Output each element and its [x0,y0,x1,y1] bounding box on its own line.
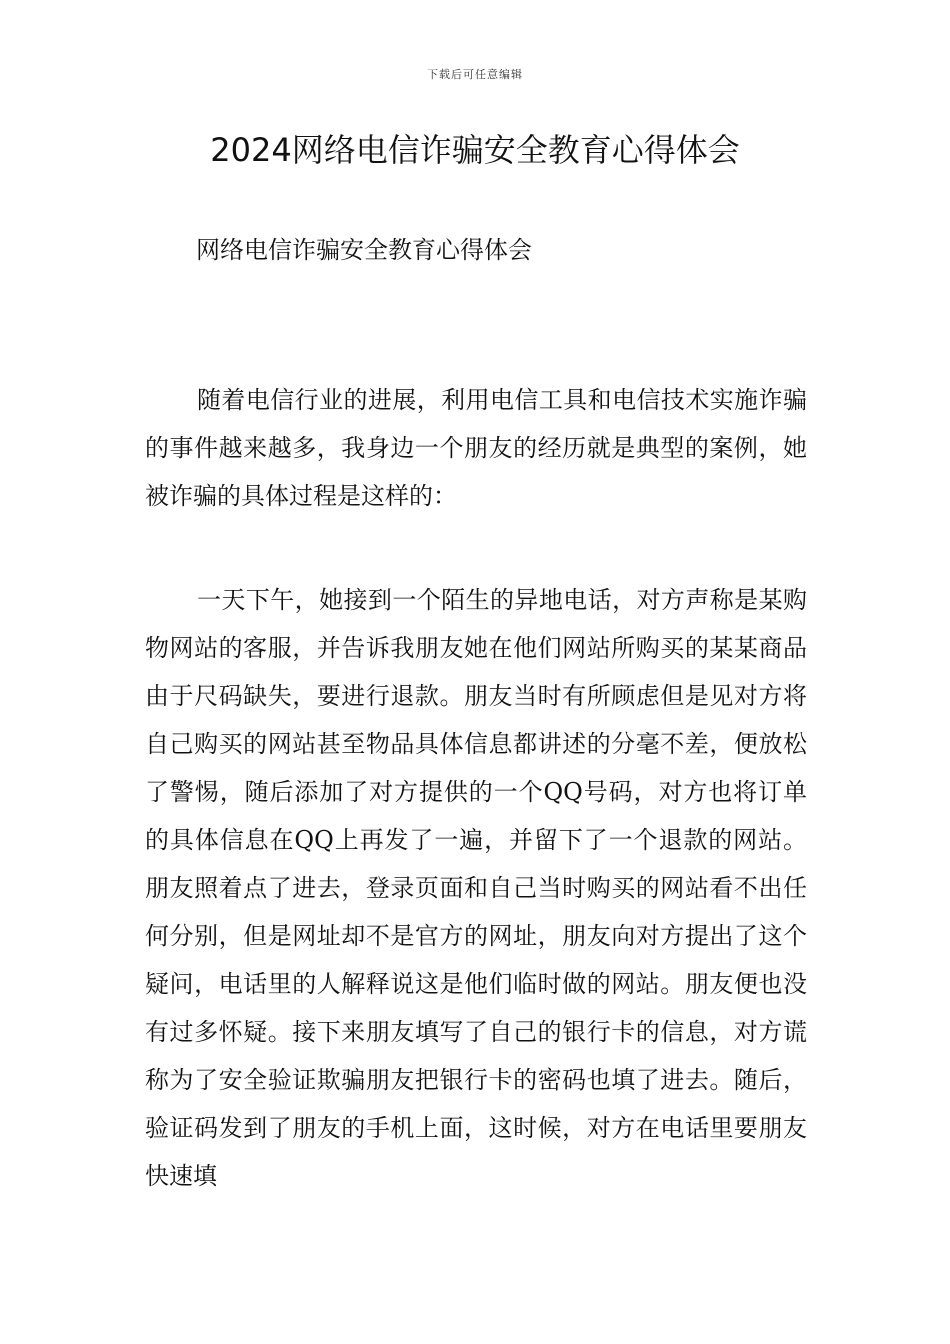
paragraph-2: 一天下午，她接到一个陌生的异地电话，对方声称是某购物网站的客服，并告诉我朋友她在他们网站所购买的某某商品由于尺码缺失，要进行退款。朋友当时有所顾虑但是见对方将自己购买的网站甚至物品具体信息都讲述的分毫不差，便放松了警惕，随后添加了对方提供的一个QQ号码，对方也将订单的具体信息在QQ上再发了一遍，并留下了一个退款的网站。朋友照着点了进去，登录页面和自己当时购买的网站看不出任何分别，但是网址却不是官方的网址，朋友向对方提出了这个疑问，电话里的人解释说这是他们临时做的网站。朋友便也没有过多怀疑。接下来朋友填写了自己的银行卡的信息，对方谎称为了安全验证欺骗朋友把银行卡的密码也填了进去。随后，验证码发到了朋友的手机上面，这时候，对方在电话里要朋友快速填 [145,586,807,1190]
paragraph-1: 随着电信行业的进展，利用电信工具和电信技术实施诈骗的事件越来越多，我身边一个朋友的经历就是典型的案例，她被诈骗的具体过程是这样的： [145,386,807,510]
document-title: 2024网络电信诈骗安全教育心得体会 [210,131,740,169]
document-subtitle: 网络电信诈骗安全教育心得体会 [196,236,532,264]
header-note: 下载后可任意编辑 [427,68,523,81]
